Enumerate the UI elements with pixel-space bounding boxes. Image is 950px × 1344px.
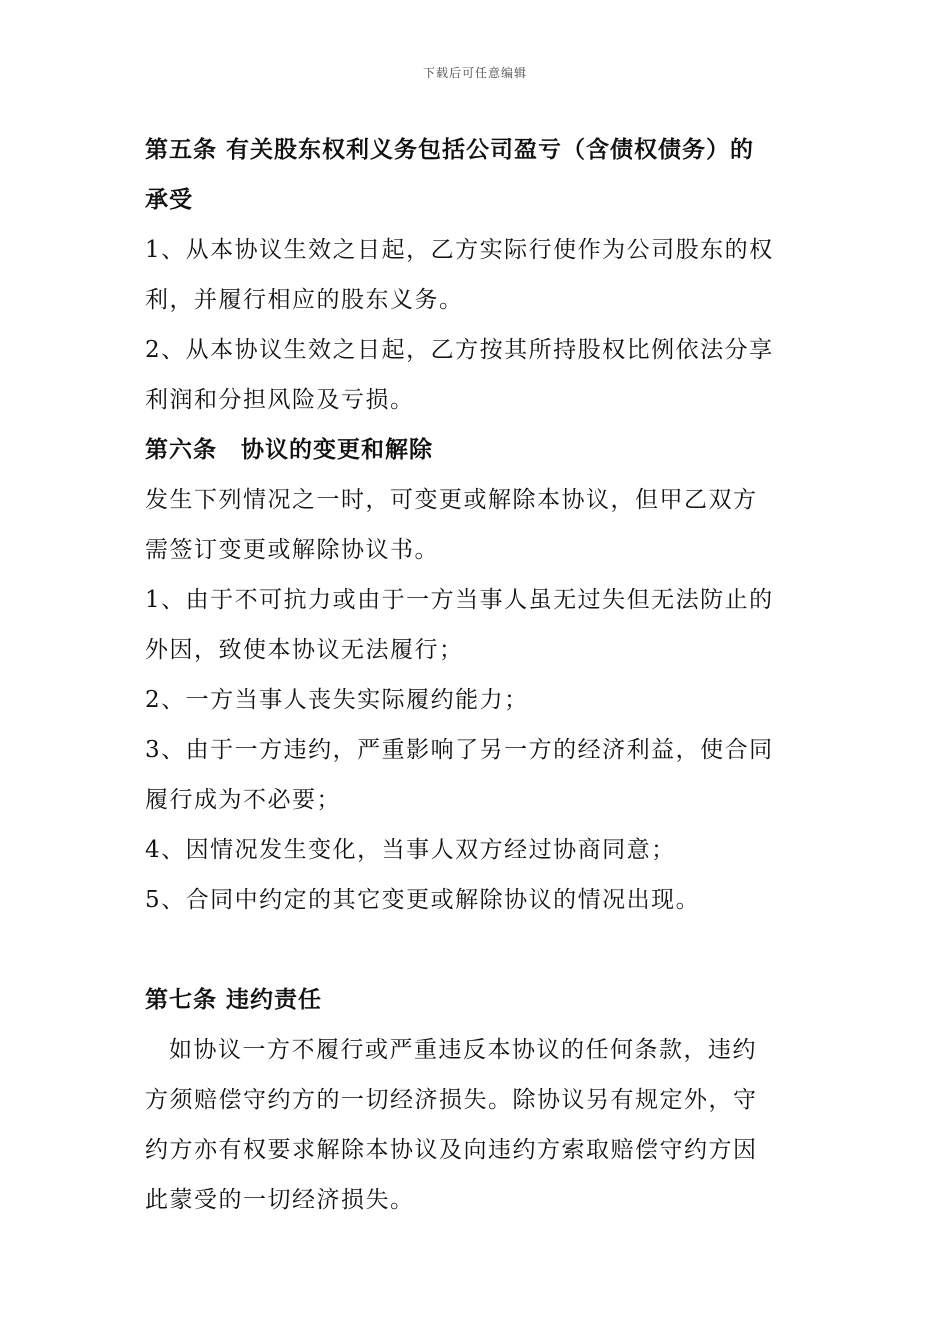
article5-item2-line1: 2、从本协议生效之日起，乙方按其所持股权比例依法分享: [145, 337, 774, 363]
article6-item3-line1: 3、由于一方违约，严重影响了另一方的经济利益，使合同: [145, 737, 774, 763]
article6-item1-line1: 1、由于不可抗力或由于一方当事人虽无过失但无法防止的: [145, 587, 774, 613]
article5-item2-line2: 利润和分担风险及亏损。: [145, 387, 415, 413]
article7-para-line2: 方须赔偿守约方的一切经济损失。除协议另有规定外，守: [145, 1087, 758, 1113]
article6-item4: 4、因情况发生变化，当事人双方经过协商同意；: [145, 837, 676, 863]
article5-item1-line1: 1、从本协议生效之日起，乙方实际行使作为公司股东的权: [145, 237, 774, 263]
article7-para-line1: 如协议一方不履行或严重违反本协议的任何条款，违约: [169, 1037, 757, 1063]
article6-item5: 5、合同中约定的其它变更或解除协议的情况出现。: [145, 887, 701, 913]
article5-title-line2: 承受: [145, 187, 193, 213]
header-note: 下载后可任意编辑: [422, 66, 527, 80]
article6-intro-line2: 需签订变更或解除协议书。: [145, 537, 439, 563]
document-body: [145, 125, 805, 1225]
article6-title: 第六条 协议的变更和解除: [145, 437, 433, 463]
article6-intro-line1: 发生下列情况之一时，可变更或解除本协议，但甲乙双方: [145, 487, 758, 513]
article7-title: 第七条 违约责任: [145, 987, 323, 1013]
article7-para-line4: 此蒙受的一切经济损失。: [145, 1187, 415, 1213]
article5-item1-line2: 利，并履行相应的股东义务。: [145, 287, 464, 313]
article6-item2: 2、一方当事人丧失实际履约能力；: [145, 687, 529, 713]
article6-item1-line2: 外因，致使本协议无法履行；: [145, 637, 464, 663]
article5-title-line1: 第五条 有关股东权利义务包括公司盈亏（含债权债务）的: [145, 137, 755, 163]
article6-item3-line2: 履行成为不必要；: [145, 787, 341, 813]
section-spacer: [145, 925, 805, 975]
article7-para-line3: 约方亦有权要求解除本协议及向违约方索取赔偿守约方因: [145, 1137, 758, 1163]
